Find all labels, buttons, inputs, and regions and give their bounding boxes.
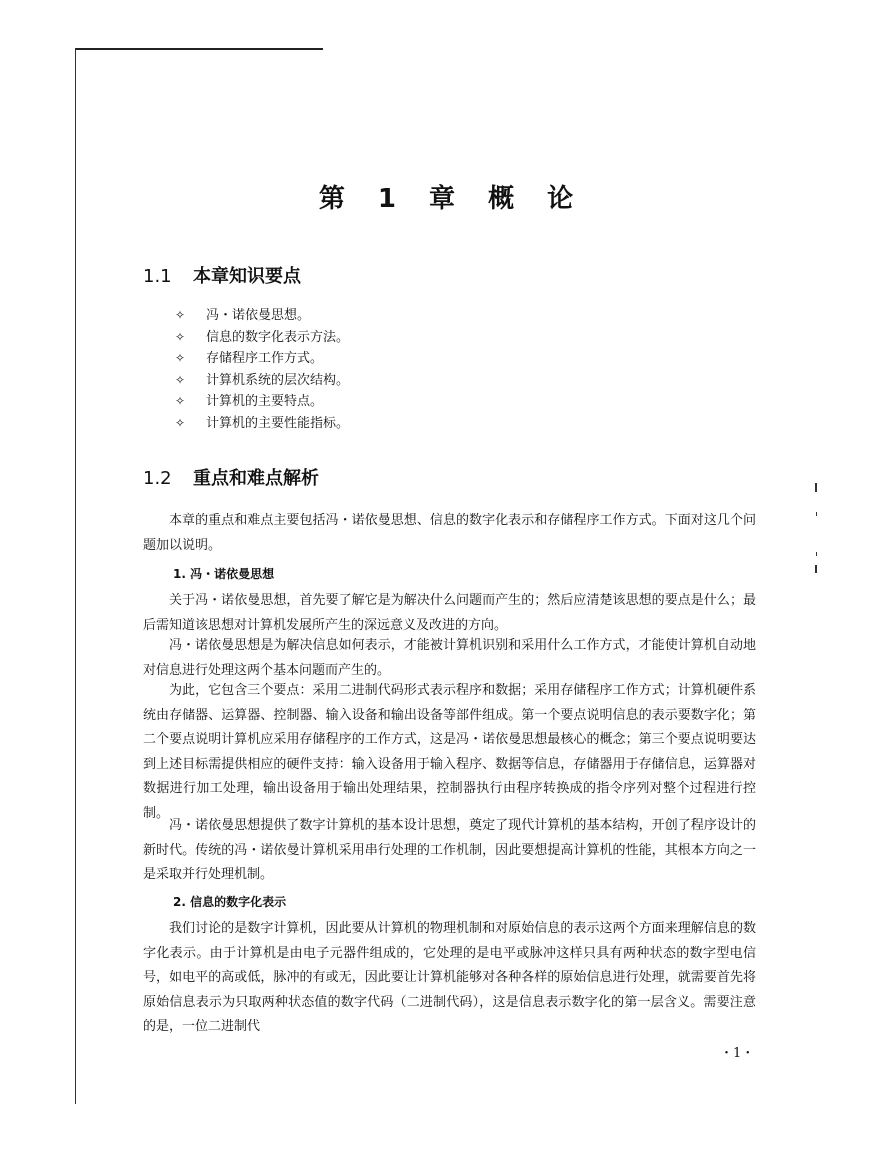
knowledge-points-list <box>175 305 349 435</box>
header-rule <box>75 48 323 50</box>
diamond-star-icon: ✧ <box>175 372 186 387</box>
list-item-text: 冯・诺依曼思想。 <box>206 308 311 323</box>
subheading-digital-representation: 2. 信息的数字化表示 <box>173 895 287 909</box>
section-title: 重点和难点解析 <box>193 468 319 489</box>
diamond-star-icon: ✧ <box>175 308 186 322</box>
list-item <box>175 413 349 435</box>
list-item <box>175 391 349 413</box>
diamond-star-icon: ✧ <box>175 351 186 366</box>
scan-mark <box>815 565 817 573</box>
list-item <box>175 370 349 392</box>
scan-mark <box>816 512 817 516</box>
chapter-title: 第 1 章 概 论 <box>318 184 575 214</box>
body-paragraph: 我们讨论的是数字计算机，因此要从计算机的物理机制和对原始信息的表示这两个方面来理解信息的数字化表示。由于计算机是由电子元器件组成的，它处理的是电平或脉冲这样只具有两种状态的数字型电信号，如电平的高或低，脉冲的有或无，因此要让计算机能够对各种各样的原始信息进行处理，就需要首先将原始信息表示为只取两种状态值的数字代码（二进制代码），这是信息表示数字化的第一层含义。需要注意的是，一位二进制代 <box>143 921 756 1034</box>
body-paragraph: 为此，它包含三个要点：采用二进制代码形式表示程序和数据；采用存储程序工作方式；计算机硬件系统由存储器、运算器、控制器、输入设备和输出设备等部件组成。第一个要点说明信息的表示要数字化；第二个要点说明计算机应采用存储程序的工作方式，这是冯・诺依曼思想最核心的概念；第三个要点说明要达到上述目标需提供相应的硬件支持：输入设备用于输入程序、数据等信息，存储器用于存储信息，运算器对数据进行加工处理，输出设备用于输出处理结果，控制器执行由程序转换成的指令序列对整个过程进行控制。 <box>143 683 756 821</box>
list-item-text: 计算机系统的层次结构。 <box>206 372 350 388</box>
body-paragraph: 关于冯・诺依曼思想，首先要了解它是为解决什么问题而产生的；然后应清楚该思想的要点是什么；最后需知道该思想对计算机发展所产生的深远意义及改进的方向。 <box>143 593 756 633</box>
intro-paragraph: 本章的重点和难点主要包括冯・诺依曼思想、信息的数字化表示和存储程序工作方式。下面对这几个问题加以说明。 <box>143 513 756 553</box>
section-heading-1-2 <box>143 464 319 490</box>
list-item-text: 计算机的主要性能指标。 <box>206 415 350 431</box>
diamond-star-icon: ✧ <box>175 394 186 409</box>
scan-mark <box>816 552 817 556</box>
section-number: 1.1 <box>143 266 172 287</box>
list-item <box>175 348 349 370</box>
list-item-text: 计算机的主要特点。 <box>206 394 324 410</box>
list-item-text: 信息的数字化表示方法。 <box>206 329 350 345</box>
subheading-von-neumann: 1. 冯・诺依曼思想 <box>173 567 275 581</box>
page-number: ・1・ <box>720 1046 755 1061</box>
diamond-star-icon: ✧ <box>175 415 186 430</box>
scan-mark <box>815 483 817 492</box>
section-title: 本章知识要点 <box>193 266 301 287</box>
section-number: 1.2 <box>143 468 172 489</box>
list-item <box>175 327 349 349</box>
section-heading-1-1 <box>143 262 301 288</box>
diamond-star-icon: ✧ <box>175 329 186 344</box>
list-item <box>175 305 349 327</box>
body-paragraph: 冯・诺依曼思想是为解决信息如何表示，才能被计算机识别和采用什么工作方式，才能使计算机自动地对信息进行处理这两个基本问题而产生的。 <box>143 638 756 678</box>
body-paragraph: 冯・诺依曼思想提供了数字计算机的基本设计思想，奠定了现代计算机的基本结构，开创了程序设计的新时代。传统的冯・诺依曼计算机采用串行处理的工作机制，因此要想提高计算机的性能，其根本方向之一是采取并行处理机制。 <box>143 818 756 882</box>
list-item-text: 存储程序工作方式。 <box>206 351 324 367</box>
